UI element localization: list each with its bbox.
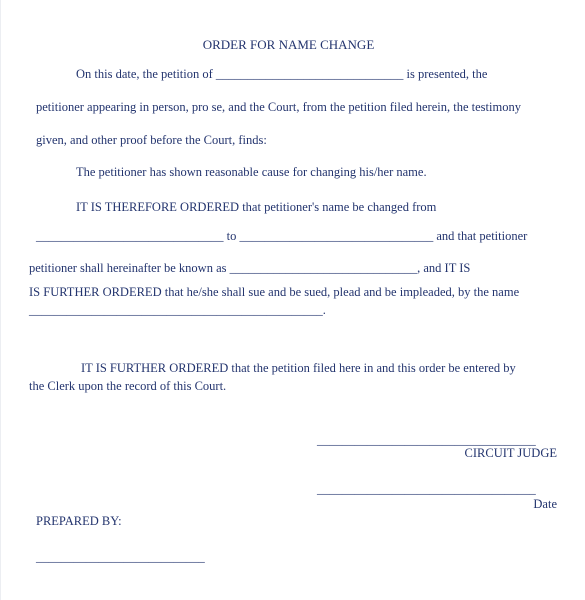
paragraph-line-4: The petitioner has shown reasonable cause for changing his/her name. <box>76 165 427 179</box>
prepared-by-line: ___________________________ <box>36 550 205 564</box>
paragraph-line-2: petitioner appearing in person, pro se, and the Court, from the petition filed herein, the testimony <box>36 100 521 114</box>
paragraph-line-6: ______________________________ to _______________________________ and that petitioner <box>36 229 528 243</box>
judge-label: CIRCUIT JUDGE <box>464 446 557 460</box>
paragraph-line-7: petitioner shall hereinafter be known as ______________________________, and IT IS <box>29 261 471 275</box>
paragraph-line-9: _______________________________________________. <box>29 303 326 317</box>
date-label: Date <box>533 497 557 511</box>
document-title: ORDER FOR NAME CHANGE <box>202 37 375 52</box>
paragraph-line-5: IT IS THEREFORE ORDERED that petitioner's name be changed from <box>76 200 437 214</box>
date-signature-line: ___________________________________ <box>317 482 536 496</box>
paragraph-line-11: the Clerk upon the record of this Court. <box>29 379 227 393</box>
paragraph-line-3: given, and other proof before the Court, finds: <box>36 133 267 147</box>
paragraph-line-10: IT IS FURTHER ORDERED that the petition filed here in and this order be entered by <box>81 361 516 375</box>
prepared-by-label: PREPARED BY: <box>36 514 122 528</box>
paragraph-line-8: IS FURTHER ORDERED that he/she shall sue and be sued, plead and be impleaded, by the name <box>29 285 520 299</box>
judge-signature-line: ___________________________________ <box>317 433 536 447</box>
paragraph-line-1: On this date, the petition of ______________________________ is presented, the <box>76 67 488 81</box>
